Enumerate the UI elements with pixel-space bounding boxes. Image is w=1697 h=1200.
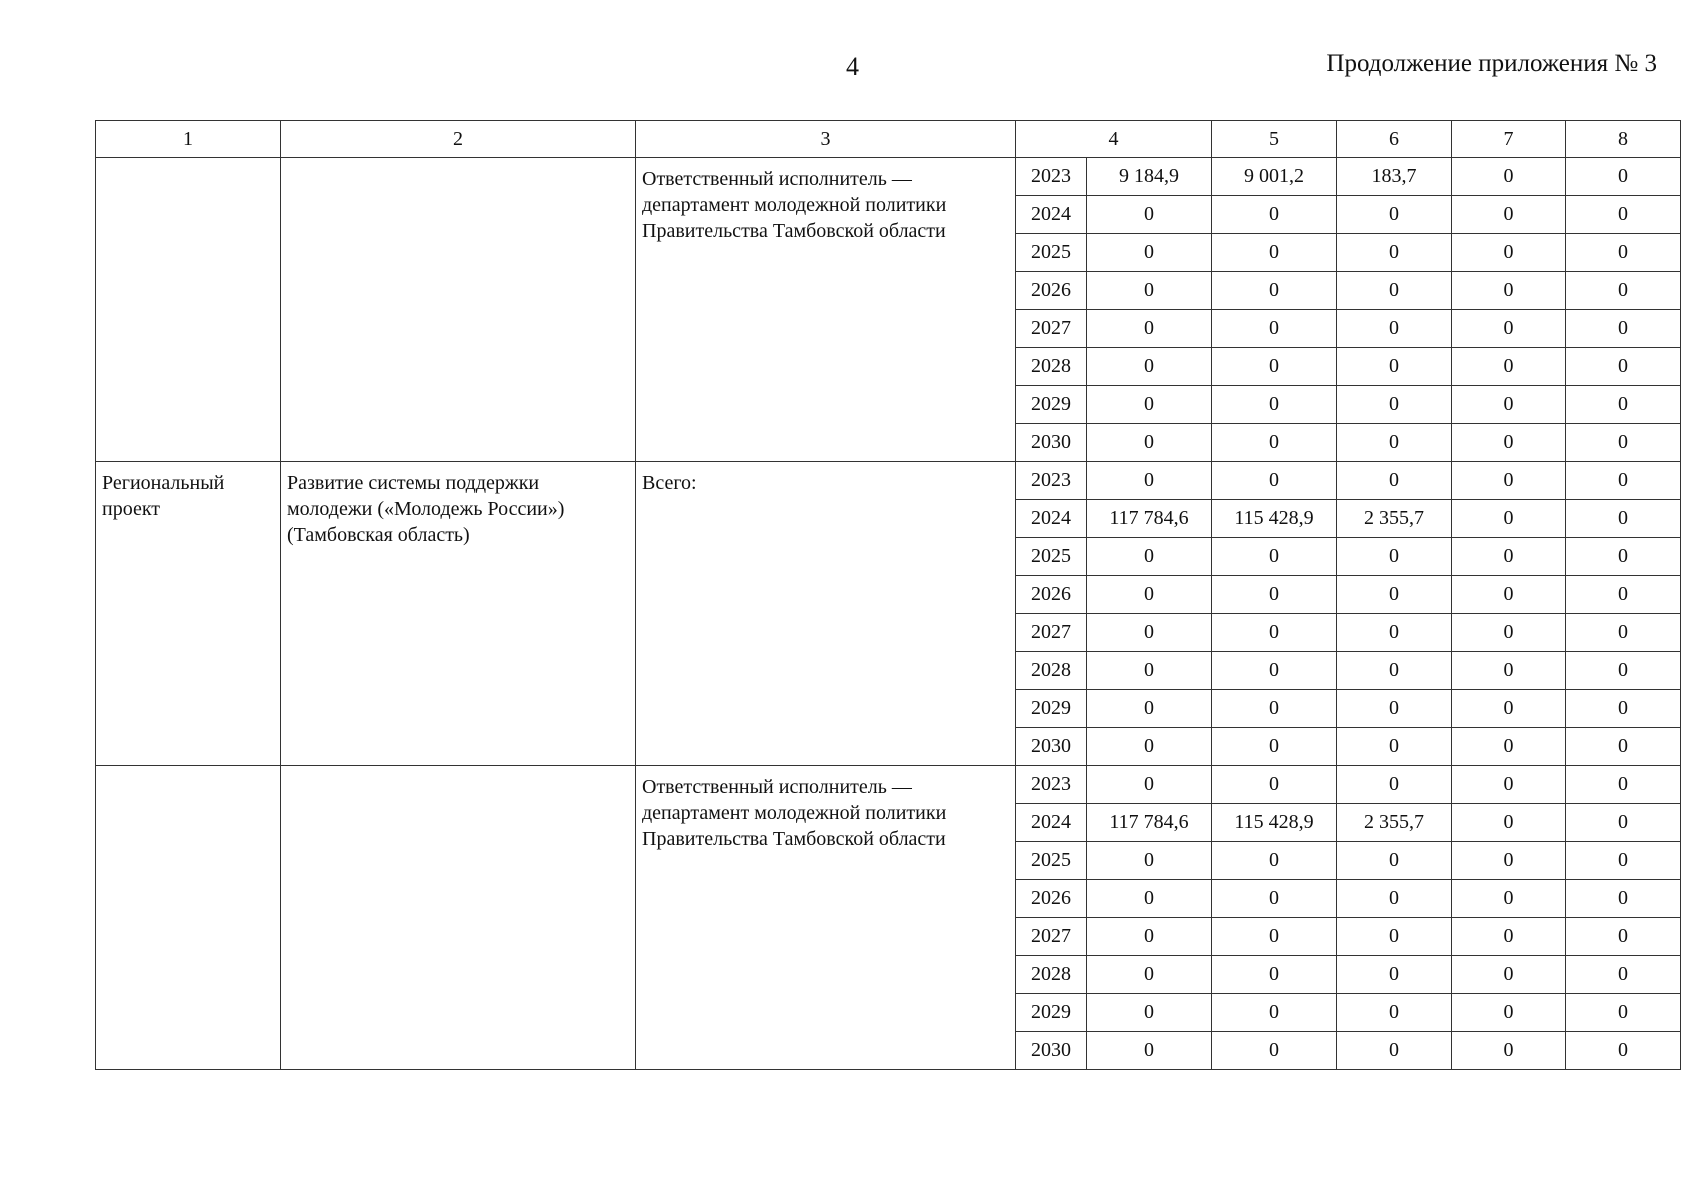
amount-cell: 0 [1566,576,1681,614]
amount-cell: 0 [1566,462,1681,500]
executor-cell [636,158,1016,462]
item-type-cell [96,462,281,766]
amount-cell: 0 [1087,386,1212,424]
cell-text-line: проект [102,498,161,520]
column-header: 6 [1337,121,1452,158]
year-cell: 2025 [1016,538,1087,576]
amount-cell: 0 [1566,918,1681,956]
cell-text-line: Ответственный исполнитель — [642,168,912,190]
amount-cell: 0 [1337,272,1452,310]
page-number: 4 [846,52,859,81]
amount-cell: 0 [1087,310,1212,348]
amount-cell: 0 [1452,766,1566,804]
amount-cell: 0 [1212,196,1337,234]
year-cell: 2026 [1016,272,1087,310]
amount-cell: 0 [1212,462,1337,500]
amount-cell: 2 355,7 [1337,804,1452,842]
year-cell: 2029 [1016,386,1087,424]
amount-cell: 0 [1337,424,1452,462]
table-row [96,158,1681,196]
amount-cell: 0 [1212,728,1337,766]
amount-cell: 0 [1087,652,1212,690]
cell-text-line: Региональный [102,472,225,494]
item-name-cell [281,462,636,766]
amount-cell: 2 355,7 [1337,500,1452,538]
column-header: 3 [636,121,1016,158]
year-cell: 2024 [1016,804,1087,842]
amount-cell: 0 [1452,310,1566,348]
amount-cell: 0 [1087,272,1212,310]
column-header: 1 [96,121,281,158]
amount-cell: 0 [1337,956,1452,994]
amount-cell: 0 [1566,158,1681,196]
amount-cell: 9 184,9 [1087,158,1212,196]
amount-cell: 0 [1452,386,1566,424]
amount-cell: 0 [1087,994,1212,1032]
column-header: 8 [1566,121,1681,158]
amount-cell: 0 [1337,728,1452,766]
amount-cell: 0 [1337,462,1452,500]
amount-cell: 0 [1212,880,1337,918]
amount-cell: 0 [1452,994,1566,1032]
amount-cell: 0 [1212,576,1337,614]
amount-cell: 0 [1087,728,1212,766]
amount-cell: 0 [1337,690,1452,728]
year-cell: 2024 [1016,196,1087,234]
year-cell: 2025 [1016,842,1087,880]
amount-cell: 0 [1337,310,1452,348]
amount-cell: 0 [1566,500,1681,538]
amount-cell: 0 [1337,614,1452,652]
amount-cell: 0 [1566,842,1681,880]
amount-cell: 0 [1337,196,1452,234]
column-number-row [96,121,1681,158]
amount-cell: 0 [1566,348,1681,386]
cell-text-line: Правительства Тамбовской области [642,828,946,850]
amount-cell: 0 [1212,614,1337,652]
cell-text-line: молодежи («Молодежь России») [287,498,565,520]
amount-cell: 0 [1566,614,1681,652]
appendix-label: Продолжение приложения № 3 [1326,50,1657,77]
amount-cell: 0 [1337,576,1452,614]
amount-cell: 0 [1212,956,1337,994]
amount-cell: 0 [1087,1032,1212,1070]
amount-cell: 0 [1087,234,1212,272]
year-cell: 2028 [1016,652,1087,690]
cell-text-line: Всего: [642,472,697,494]
amount-cell: 0 [1337,994,1452,1032]
item-type-cell [96,158,281,462]
amount-cell: 0 [1566,1032,1681,1070]
amount-cell: 0 [1566,804,1681,842]
year-cell: 2028 [1016,348,1087,386]
amount-cell: 0 [1452,158,1566,196]
amount-cell: 0 [1337,652,1452,690]
year-cell: 2030 [1016,1032,1087,1070]
amount-cell: 0 [1452,196,1566,234]
amount-cell: 0 [1087,842,1212,880]
cell-text-line: Правительства Тамбовской области [642,220,946,242]
amount-cell: 0 [1452,576,1566,614]
amount-cell: 0 [1337,880,1452,918]
amount-cell: 0 [1212,424,1337,462]
amount-cell: 0 [1212,310,1337,348]
amount-cell: 0 [1452,652,1566,690]
executor-cell [636,766,1016,1070]
amount-cell: 0 [1566,956,1681,994]
amount-cell: 0 [1566,310,1681,348]
amount-cell: 0 [1212,994,1337,1032]
item-type-cell [96,766,281,1070]
table-body [96,158,1681,1070]
amount-cell: 115 428,9 [1212,500,1337,538]
amount-cell: 0 [1087,766,1212,804]
amount-cell: 0 [1337,1032,1452,1070]
amount-cell: 0 [1087,918,1212,956]
amount-cell: 0 [1212,234,1337,272]
amount-cell: 0 [1566,994,1681,1032]
amount-cell: 0 [1452,424,1566,462]
item-name-cell [281,158,636,462]
amount-cell: 0 [1452,918,1566,956]
year-cell: 2030 [1016,728,1087,766]
cell-text-line: Развитие системы поддержки [287,472,540,494]
amount-cell: 0 [1337,348,1452,386]
budget-table [95,120,1681,1070]
amount-cell: 115 428,9 [1212,804,1337,842]
year-cell: 2025 [1016,234,1087,272]
amount-cell: 0 [1087,424,1212,462]
amount-cell: 0 [1566,386,1681,424]
amount-cell: 0 [1212,766,1337,804]
cell-text-line: департамент молодежной политики [642,802,947,824]
year-cell: 2023 [1016,158,1087,196]
column-header: 2 [281,121,636,158]
amount-cell: 0 [1337,386,1452,424]
year-cell: 2023 [1016,766,1087,804]
amount-cell: 0 [1452,272,1566,310]
year-cell: 2026 [1016,880,1087,918]
amount-cell: 0 [1087,614,1212,652]
amount-cell: 0 [1212,690,1337,728]
amount-cell: 0 [1087,196,1212,234]
amount-cell: 0 [1212,386,1337,424]
cell-text-line: (Тамбовская область) [287,524,470,546]
amount-cell: 0 [1452,880,1566,918]
amount-cell: 0 [1087,956,1212,994]
amount-cell: 0 [1566,424,1681,462]
amount-cell: 0 [1452,690,1566,728]
amount-cell: 0 [1452,234,1566,272]
amount-cell: 0 [1452,956,1566,994]
amount-cell: 0 [1452,538,1566,576]
amount-cell: 0 [1452,614,1566,652]
amount-cell: 0 [1452,500,1566,538]
amount-cell: 0 [1212,842,1337,880]
amount-cell: 0 [1452,842,1566,880]
amount-cell: 0 [1566,272,1681,310]
table-row [96,766,1681,804]
amount-cell: 117 784,6 [1087,500,1212,538]
year-cell: 2029 [1016,994,1087,1032]
amount-cell: 0 [1212,348,1337,386]
amount-cell: 0 [1212,272,1337,310]
column-header: 4 [1016,121,1212,158]
year-cell: 2030 [1016,424,1087,462]
amount-cell: 0 [1452,804,1566,842]
amount-cell: 0 [1087,538,1212,576]
amount-cell: 0 [1566,196,1681,234]
amount-cell: 0 [1566,234,1681,272]
year-cell: 2027 [1016,310,1087,348]
amount-cell: 0 [1212,1032,1337,1070]
amount-cell: 0 [1212,652,1337,690]
amount-cell: 0 [1452,1032,1566,1070]
column-header: 5 [1212,121,1337,158]
amount-cell: 0 [1337,918,1452,956]
year-cell: 2029 [1016,690,1087,728]
amount-cell: 0 [1337,234,1452,272]
executor-cell [636,462,1016,766]
amount-cell: 0 [1087,576,1212,614]
amount-cell: 9 001,2 [1212,158,1337,196]
amount-cell: 0 [1212,538,1337,576]
year-cell: 2028 [1016,956,1087,994]
amount-cell: 0 [1452,348,1566,386]
amount-cell: 0 [1087,690,1212,728]
amount-cell: 117 784,6 [1087,804,1212,842]
amount-cell: 0 [1337,766,1452,804]
amount-cell: 0 [1087,462,1212,500]
amount-cell: 0 [1087,880,1212,918]
year-cell: 2027 [1016,918,1087,956]
amount-cell: 183,7 [1337,158,1452,196]
amount-cell: 0 [1566,690,1681,728]
year-cell: 2023 [1016,462,1087,500]
amount-cell: 0 [1337,842,1452,880]
amount-cell: 0 [1452,728,1566,766]
year-cell: 2024 [1016,500,1087,538]
table-row [96,462,1681,500]
item-name-cell [281,766,636,1070]
year-cell: 2026 [1016,576,1087,614]
amount-cell: 0 [1566,880,1681,918]
year-cell: 2027 [1016,614,1087,652]
amount-cell: 0 [1566,728,1681,766]
amount-cell: 0 [1452,462,1566,500]
amount-cell: 0 [1566,766,1681,804]
amount-cell: 0 [1087,348,1212,386]
amount-cell: 0 [1566,652,1681,690]
cell-text-line: департамент молодежной политики [642,194,947,216]
amount-cell: 0 [1337,538,1452,576]
cell-text-line: Ответственный исполнитель — [642,776,912,798]
column-header: 7 [1452,121,1566,158]
amount-cell: 0 [1566,538,1681,576]
amount-cell: 0 [1212,918,1337,956]
